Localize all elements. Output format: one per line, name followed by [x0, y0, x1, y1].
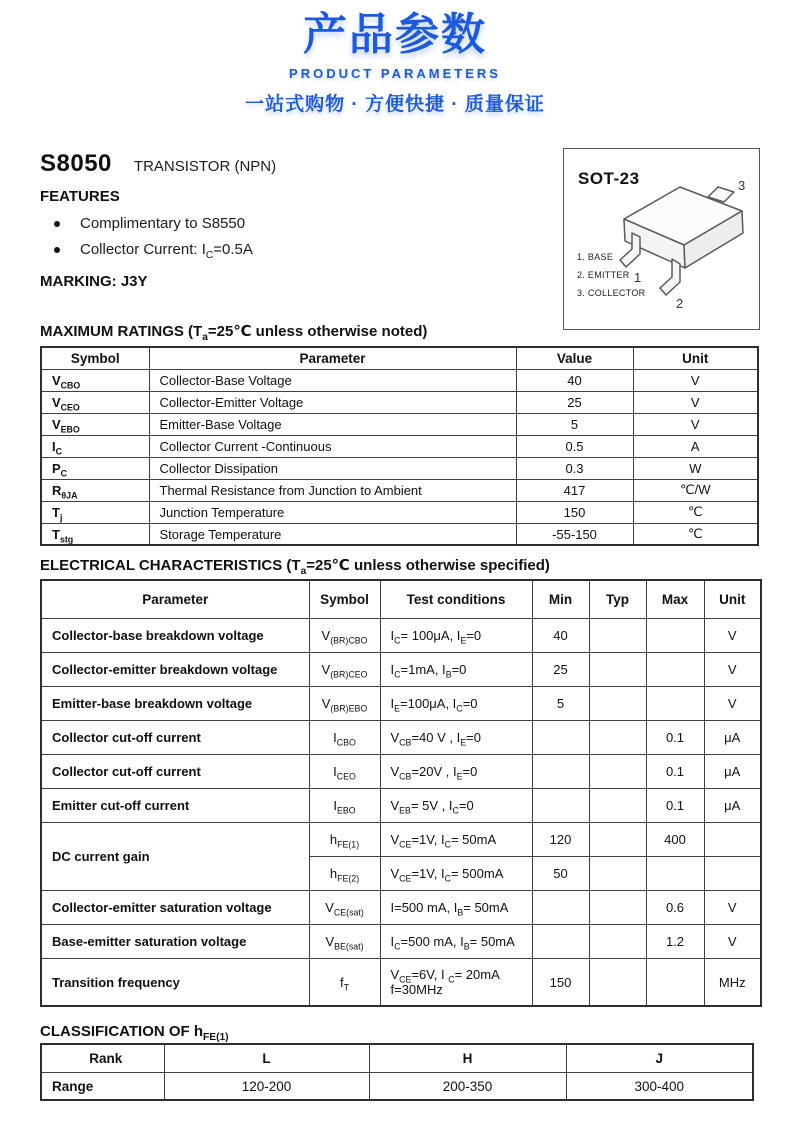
max-ratings-heading: MAXIMUM RATINGS ($T_a=25℃$ unless otherwise noted): [40, 323, 428, 344]
table-cell: [589, 754, 646, 788]
package-diagram-box: [563, 148, 760, 330]
table-row: [41, 523, 758, 545]
table-cell: μA: [704, 754, 761, 788]
table-cell: 400: [646, 822, 704, 856]
table-row: [41, 788, 761, 822]
table-cell: 40: [532, 618, 589, 652]
features-heading: FEATURES: [40, 188, 120, 206]
table-cell: $V_{BE(sat)}$: [309, 924, 380, 958]
table-cell: 5: [532, 686, 589, 720]
electrical-heading: ELECTRICAL CHARACTERISTICS ($T_a=25℃$ unless otherwise specified): [40, 557, 550, 578]
pin-legend-item: 3. COLLECTOR: [577, 288, 646, 298]
table-cell: V: [633, 369, 758, 391]
max-ratings-table: [40, 346, 759, 546]
table-cell: V: [704, 924, 761, 958]
table-cell: Transition frequency: [41, 958, 309, 1006]
table-cell: 0.1: [646, 720, 704, 754]
table-cell: W: [633, 457, 758, 479]
marking-line: MARKING: J3Y: [40, 273, 148, 291]
table-cell: $V_{(BR)CBO}$: [309, 618, 380, 652]
table-cell: 0.1: [646, 754, 704, 788]
package-name: SOT-23: [578, 169, 640, 188]
table-cell: H: [369, 1044, 566, 1072]
table-cell: [646, 958, 704, 1006]
part-number: S8050: [40, 150, 112, 178]
table-row: [41, 501, 758, 523]
table-cell: $P_C$: [41, 457, 149, 479]
pin-legend-item: 1. BASE: [577, 252, 614, 262]
table-cell: [646, 618, 704, 652]
table-cell: 25: [532, 652, 589, 686]
table-cell: [532, 720, 589, 754]
table-cell: V: [633, 413, 758, 435]
table-cell: $V_{CBO}$: [41, 369, 149, 391]
table-row: [41, 369, 758, 391]
table-cell: $I_C=1mA$, $I_B=0$: [380, 652, 532, 686]
table-row: [41, 924, 761, 958]
table-cell: [646, 856, 704, 890]
table-cell: Parameter: [41, 580, 309, 618]
table-cell: Max: [646, 580, 704, 618]
table-row: [41, 479, 758, 501]
table-cell: V: [704, 686, 761, 720]
table-cell: Symbol: [309, 580, 380, 618]
table-cell: $V_{(BR)CEO}$: [309, 652, 380, 686]
table-cell: [704, 856, 761, 890]
table-cell: $V_{CB}=40$ V , $I_E=0$: [380, 720, 532, 754]
table-cell: [589, 890, 646, 924]
table-cell: $R_{\theta JA}$: [41, 479, 149, 501]
bullet-icon: [54, 221, 60, 227]
table-cell: 0.3: [516, 457, 633, 479]
table-cell: $V_{EBO}$: [41, 413, 149, 435]
table-cell: [589, 924, 646, 958]
table-cell: $h_{FE(2)}$: [309, 856, 380, 890]
table-cell: V: [704, 890, 761, 924]
table-cell: 40: [516, 369, 633, 391]
table-cell: L: [164, 1044, 369, 1072]
table-cell: Unit: [704, 580, 761, 618]
table-row: [41, 822, 761, 856]
table-cell: Value: [516, 347, 633, 369]
table-cell: $V_{EB}= 5V$ , $I_C=0$: [380, 788, 532, 822]
table-cell: Parameter: [149, 347, 516, 369]
table-cell: ℃: [633, 501, 758, 523]
table-cell: $T_j$: [41, 501, 149, 523]
feature-text: Collector Current: $I_C=0.5A$: [80, 241, 253, 262]
table-cell: V: [633, 391, 758, 413]
table-cell: 5: [516, 413, 633, 435]
table-cell: $I_C= 100\mu A$, $I_E=0$: [380, 618, 532, 652]
pin-number-label: 3: [738, 178, 746, 193]
table-cell: DC current gain: [41, 822, 309, 890]
table-cell: $V_{(BR)EBO}$: [309, 686, 380, 720]
table-row: [41, 1072, 753, 1100]
table-cell: Collector-base breakdown voltage: [41, 618, 309, 652]
table-cell: Thermal Resistance from Junction to Ambient: [149, 479, 516, 501]
table-cell: [589, 856, 646, 890]
table-cell: ℃: [633, 523, 758, 545]
table-cell: $T_{stg}$: [41, 523, 149, 545]
table-cell: Typ: [589, 580, 646, 618]
table-cell: $V_{CEO}$: [41, 391, 149, 413]
table-cell: 50: [532, 856, 589, 890]
pin-legend-item: 2. EMITTER: [577, 270, 630, 280]
table-cell: μA: [704, 788, 761, 822]
pin-number-label: 2: [676, 296, 684, 311]
table-cell: V: [704, 652, 761, 686]
table-cell: 120: [532, 822, 589, 856]
table-cell: Test conditions: [380, 580, 532, 618]
table-cell: Emitter-base breakdown voltage: [41, 686, 309, 720]
table-cell: $h_{FE(1)}$: [309, 822, 380, 856]
table-cell: $I_E=100\mu A$, $I_C=0$: [380, 686, 532, 720]
table-cell: $V_{CE}=1V$, $I_C= 500mA$: [380, 856, 532, 890]
table-cell: $I_{CBO}$: [309, 720, 380, 754]
table-cell: I=500 mA, $I_B= 50mA$: [380, 890, 532, 924]
table-cell: Unit: [633, 347, 758, 369]
table-cell: 300-400: [566, 1072, 753, 1100]
table-cell: [589, 720, 646, 754]
table-cell: Collector Current -Continuous: [149, 435, 516, 457]
table-cell: $f_T$: [309, 958, 380, 1006]
table-cell: Min: [532, 580, 589, 618]
package-lead-2: [660, 259, 680, 295]
table-cell: V: [704, 618, 761, 652]
table-cell: MHz: [704, 958, 761, 1006]
table-cell: Collector cut-off current: [41, 720, 309, 754]
table-row: [41, 457, 758, 479]
table-cell: J: [566, 1044, 753, 1072]
promo-header: [0, 0, 790, 116]
table-cell: Collector cut-off current: [41, 754, 309, 788]
table-cell: Symbol: [41, 347, 149, 369]
table-cell: μA: [704, 720, 761, 754]
table-cell: [532, 788, 589, 822]
table-cell: $V_{CE(sat)}$: [309, 890, 380, 924]
table-cell: ℃/W: [633, 479, 758, 501]
table-cell: 150: [532, 958, 589, 1006]
table-row: [41, 435, 758, 457]
table-row: [41, 1044, 753, 1072]
table-row: [41, 686, 761, 720]
table-cell: [589, 822, 646, 856]
table-cell: Junction Temperature: [149, 501, 516, 523]
table-cell: $I_{CEO}$: [309, 754, 380, 788]
table-cell: [589, 788, 646, 822]
table-cell: Collector Dissipation: [149, 457, 516, 479]
table-row: [41, 618, 761, 652]
table-cell: 1.2: [646, 924, 704, 958]
table-cell: Range: [41, 1072, 164, 1100]
table-cell: Collector-Emitter Voltage: [149, 391, 516, 413]
table-row: [41, 580, 761, 618]
table-cell: 0.5: [516, 435, 633, 457]
table-cell: 120-200: [164, 1072, 369, 1100]
table-cell: [589, 652, 646, 686]
table-cell: $I_C$: [41, 435, 149, 457]
table-cell: $I_{EBO}$: [309, 788, 380, 822]
table-cell: Rank: [41, 1044, 164, 1072]
table-cell: [589, 958, 646, 1006]
table-cell: 0.6: [646, 890, 704, 924]
table-cell: 25: [516, 391, 633, 413]
table-row: [41, 347, 758, 369]
pin-legend: [577, 248, 645, 302]
table-cell: -55-150: [516, 523, 633, 545]
table-row: [41, 958, 761, 1006]
table-cell: A: [633, 435, 758, 457]
table-cell: Emitter-Base Voltage: [149, 413, 516, 435]
electrical-characteristics-table: [40, 579, 762, 1007]
hfe-classification-table: [40, 1043, 754, 1101]
table-cell: $V_{CB}=20V$ , $I_E=0$: [380, 754, 532, 788]
table-cell: Emitter cut-off current: [41, 788, 309, 822]
table-row: [41, 890, 761, 924]
table-cell: Collector-emitter breakdown voltage: [41, 652, 309, 686]
part-type: TRANSISTOR (NPN): [133, 158, 277, 176]
table-cell: 150: [516, 501, 633, 523]
page-subtitle: PRODUCT PARAMETERS: [289, 66, 501, 82]
table-cell: $V_{CE}=1V$, $I_C= 50mA$: [380, 822, 532, 856]
classification-heading: CLASSIFICATION OF $h_{FE(1)}$: [40, 1023, 229, 1044]
table-cell: Storage Temperature: [149, 523, 516, 545]
page-title: 产品参数: [303, 10, 487, 59]
table-row: [41, 720, 761, 754]
table-row: [41, 413, 758, 435]
table-cell: 200-350: [369, 1072, 566, 1100]
bullet-icon: [54, 247, 60, 253]
table-cell: [704, 822, 761, 856]
table-row: [41, 391, 758, 413]
table-cell: [646, 686, 704, 720]
table-cell: [589, 686, 646, 720]
table-cell: $I_C=500$ mA, $I_B= 50mA$: [380, 924, 532, 958]
table-cell: 417: [516, 479, 633, 501]
table-cell: [646, 652, 704, 686]
table-cell: $V_{CE}=6V$, I $_C$= 20mA f=30MHz: [380, 958, 532, 1006]
table-cell: Base-emitter saturation voltage: [41, 924, 309, 958]
table-cell: [589, 618, 646, 652]
pin-number-label: 1: [634, 270, 642, 285]
table-row: [41, 754, 761, 788]
header-tagline: 一站式购物 · 方便快捷 · 质量保证: [245, 94, 545, 116]
table-row: [41, 652, 761, 686]
table-cell: [532, 754, 589, 788]
feature-text: Complimentary to S8550: [80, 215, 246, 233]
table-cell: [532, 924, 589, 958]
table-cell: Collector-emitter saturation voltage: [41, 890, 309, 924]
table-cell: 0.1: [646, 788, 704, 822]
table-cell: [532, 890, 589, 924]
table-cell: Collector-Base Voltage: [149, 369, 516, 391]
